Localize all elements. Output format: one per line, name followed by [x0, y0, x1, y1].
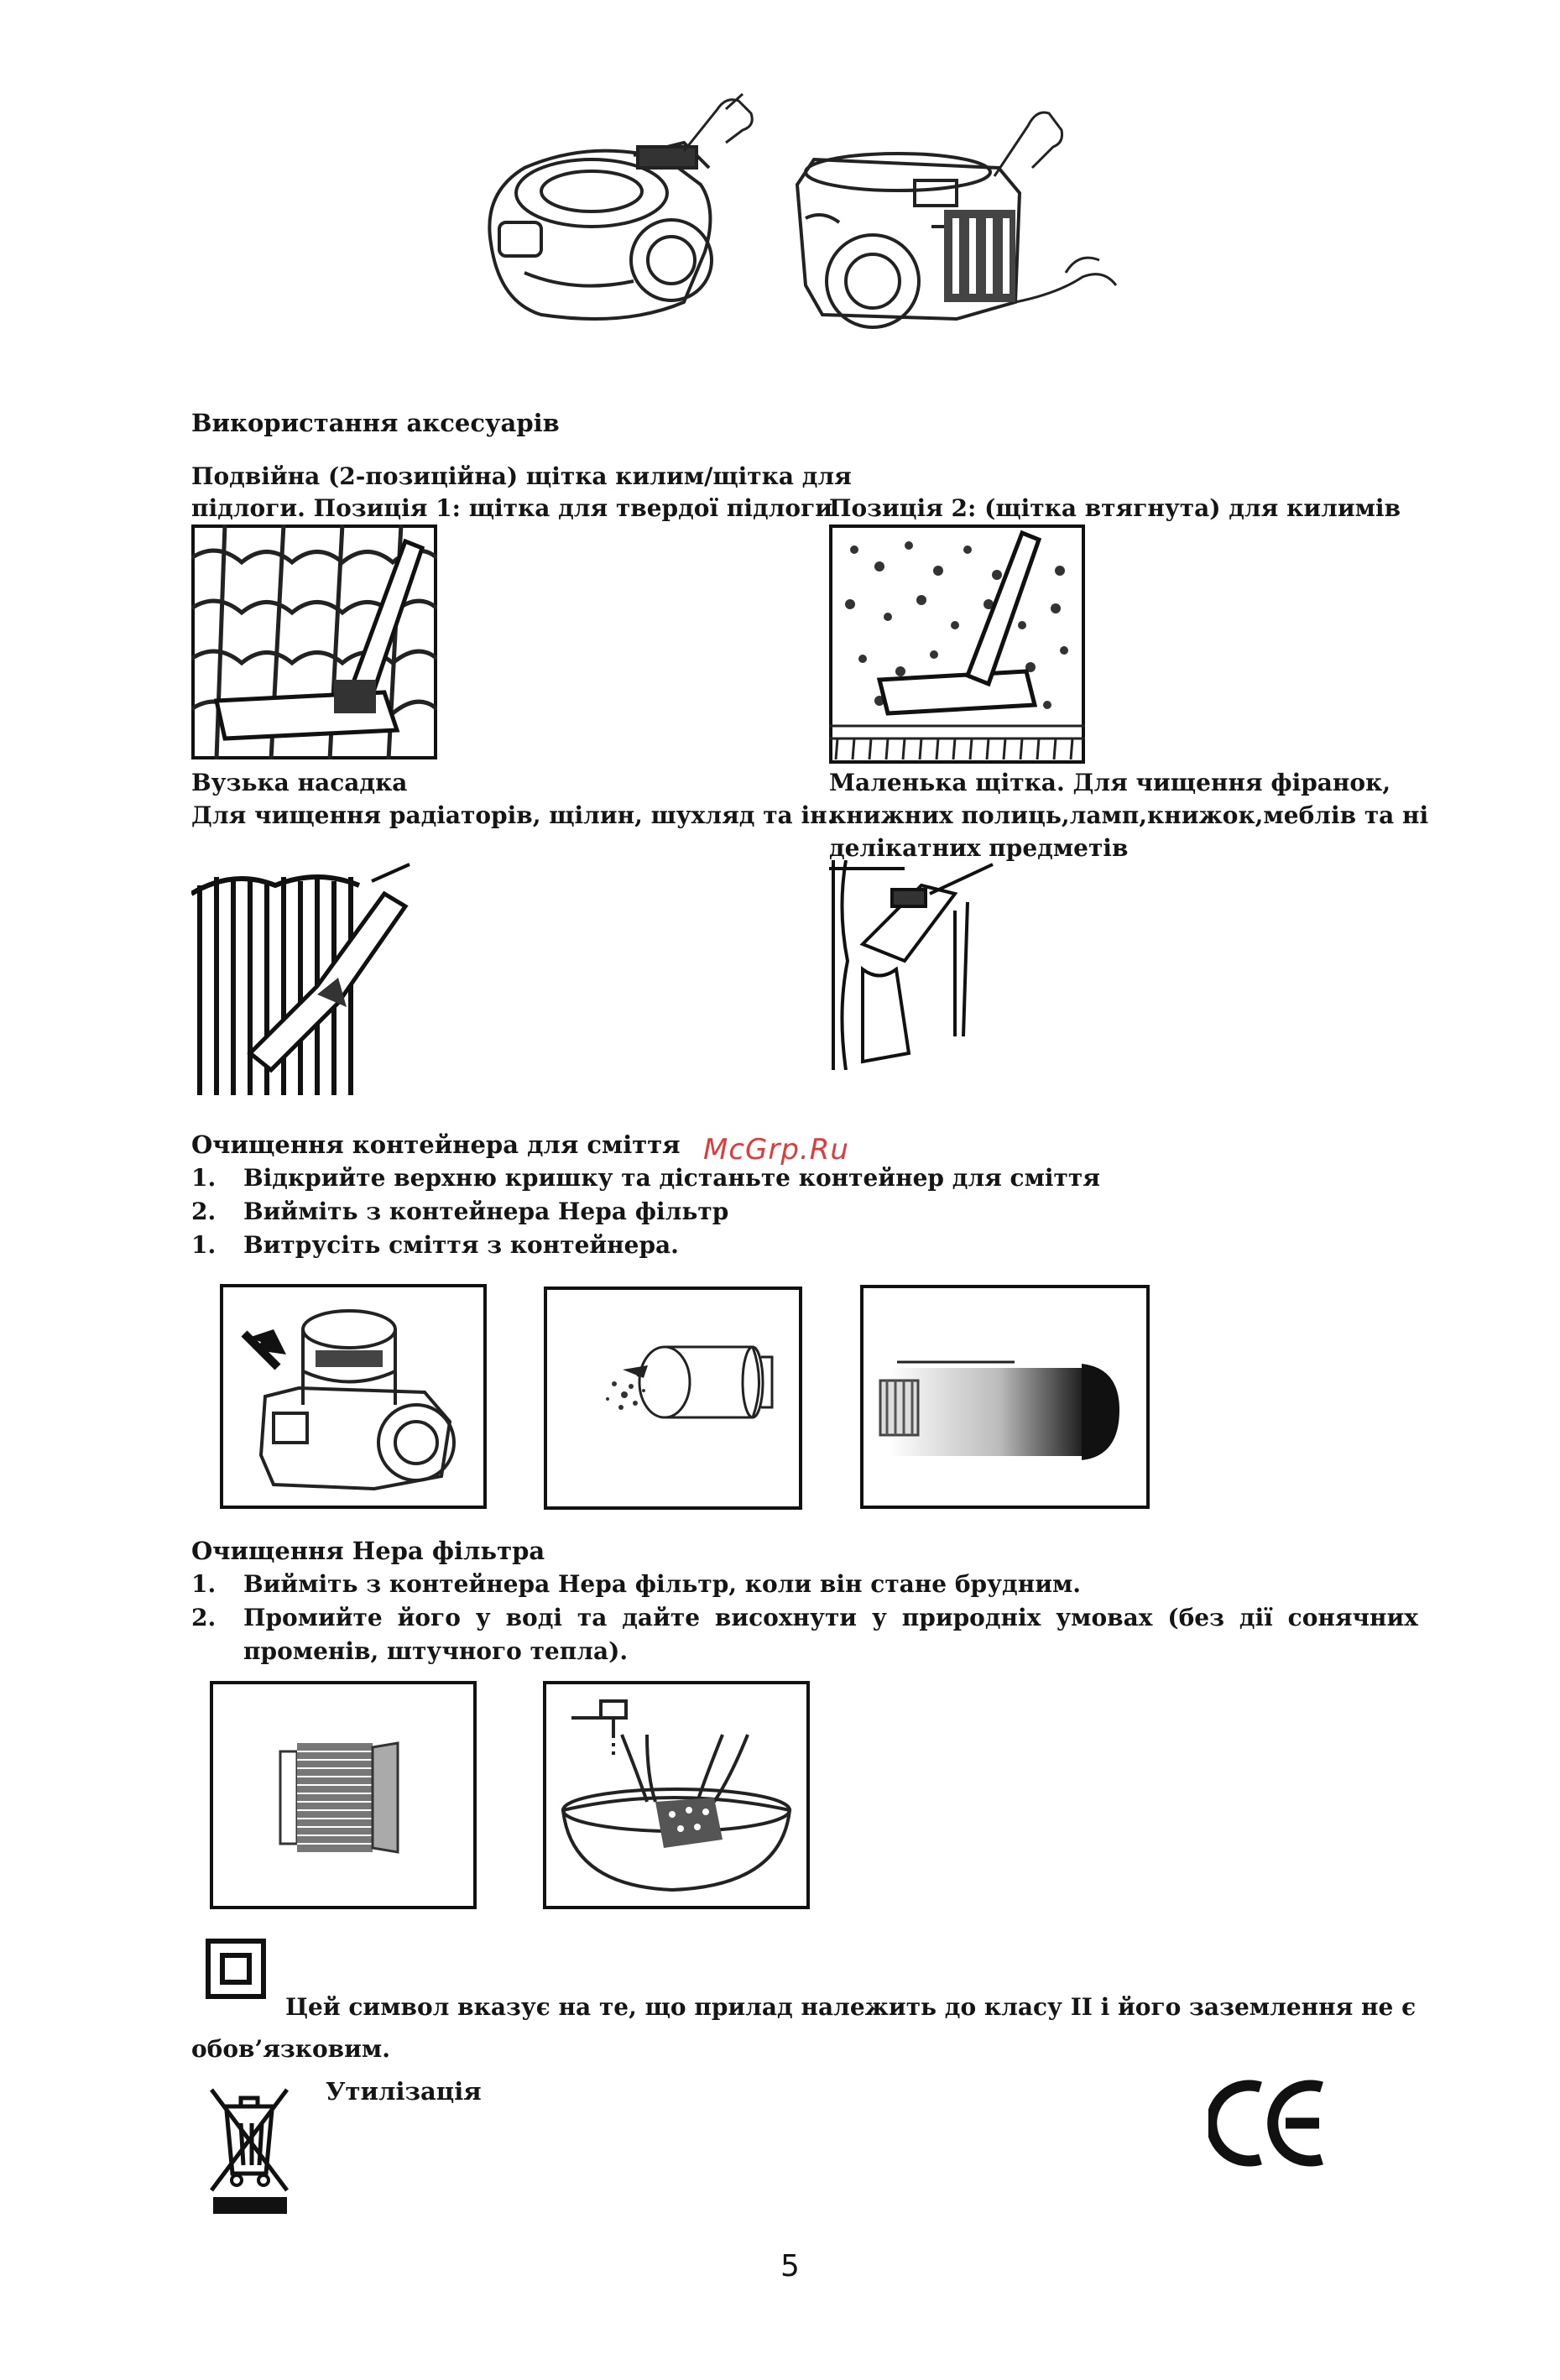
crossed-bin-icon: [203, 2081, 295, 2216]
list-item: [191, 1195, 1450, 1229]
crevice-nozzle-radiator-figure: [191, 860, 414, 1095]
step-number: 2.: [191, 1604, 217, 1631]
small-brush-curtain-figure: [829, 860, 1005, 1070]
small-brush-line1: Маленька щітка. Для чищення фіранок,: [829, 769, 1391, 796]
narrow-nozzle-desc: Для чищення радіаторів, щілин, шухляд та ін.: [191, 801, 836, 829]
step-text: Промийте його у воді та дайте висохнути у природніх умовах (без дії сонячних променів, штучного тепла).: [243, 1604, 1418, 1665]
position2-text: Позиція 2: (щітка втягнута) для килимів: [829, 494, 1401, 522]
small-brush-line3: делікатних предметів: [829, 834, 1129, 862]
dual-brush-text-line1: Подвійна (2-позиційна) щітка килим/щітка для: [191, 462, 852, 490]
hepa-steps-list: [191, 1568, 1417, 1668]
open-lid-container-figure: [220, 1284, 487, 1509]
list-item: [191, 1568, 1450, 1601]
ce-mark: [1208, 2077, 1330, 2169]
step-text: Вийміть з контейнера Нера фільтр, коли він стане брудним.: [243, 1570, 1082, 1598]
hard-floor-brush-figure: [191, 525, 437, 759]
container-steps-list: [191, 1161, 1450, 1262]
remove-filter-figure: [544, 1287, 802, 1510]
class-ii-text-line2: обов’язковим.: [191, 2035, 390, 2063]
class-ii-symbol-icon: [206, 1939, 266, 1999]
class-ii-text-line1: Цей символ вказує на те, що прилад належить до класу ІІ і його заземлення не є: [285, 1993, 1417, 2021]
vacuum-open-lid-figure: [474, 92, 793, 344]
list-item: [191, 1601, 1450, 1668]
vacuum-release-button-figure: [789, 92, 1124, 344]
step-number: 2.: [191, 1198, 217, 1225]
container-heading: Очищення контейнера для сміття: [191, 1130, 681, 1159]
hepa-heading: Очищення Нера фільтра: [191, 1537, 545, 1565]
page-number: 5: [780, 2249, 800, 2283]
step-text: Вийміть з контейнера Нера фільтр: [243, 1198, 729, 1225]
mcgrp-watermark: McGrp.Ru: [703, 1133, 849, 1167]
wash-filter-figure: [543, 1681, 810, 1909]
step-number: 1.: [191, 1164, 217, 1192]
list-item: [191, 1161, 1450, 1195]
disposal-heading: Утилізація: [326, 2077, 482, 2106]
step-text: Відкрийте верхню кришку та дістаньте контейнер для сміття: [243, 1164, 1100, 1192]
dual-brush-text-line2: підлоги. Позиція 1: щітка для твердої підлоги: [191, 494, 832, 522]
step-number: 1.: [191, 1231, 217, 1259]
list-item: [191, 1229, 1450, 1262]
hepa-filter-figure: [210, 1681, 477, 1909]
step-text: Витрусіть сміття з контейнера.: [243, 1231, 679, 1259]
accessories-heading: Використання аксесуарів: [191, 409, 560, 437]
narrow-nozzle-title: Вузька насадка: [191, 769, 408, 796]
empty-container-figure: [860, 1285, 1150, 1509]
small-brush-line2: книжних полиць,ламп,книжок,меблів та ні: [829, 801, 1429, 829]
carpet-brush-figure: [829, 525, 1085, 764]
step-number: 1.: [191, 1570, 217, 1598]
